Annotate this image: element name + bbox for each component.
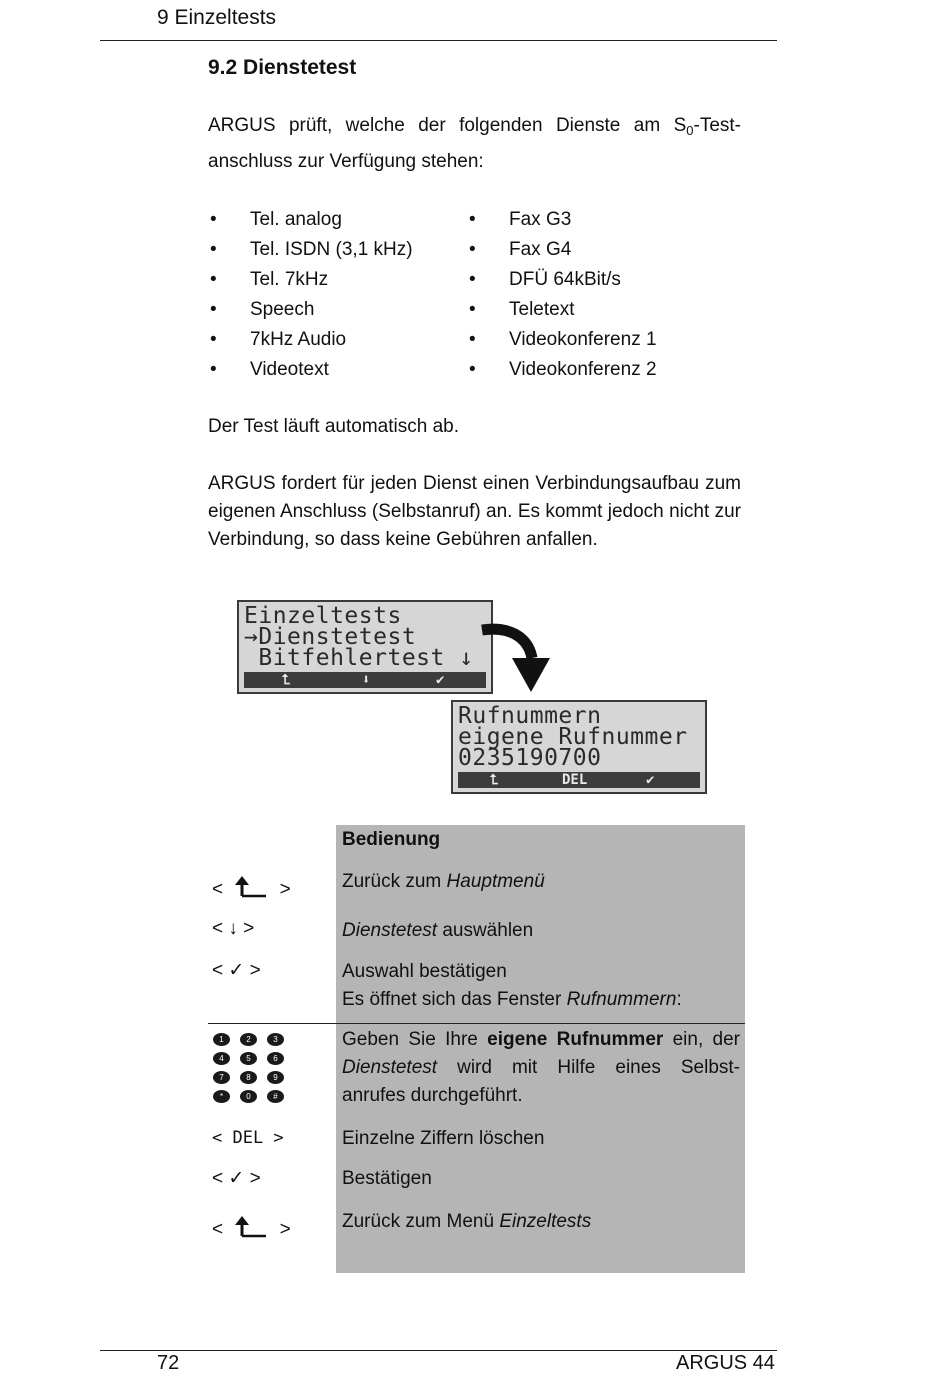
connect-paragraph: ARGUS fordert für jeden Dienst einen Verbindungsaufbau zum eigenen Anschluss (Selbstanruf) an. Es kommt jedoch nicht zur Verbindung, so dass keine Gebühren anfallen. xyxy=(208,473,741,550)
confirm-key[interactable]: < ✓ > xyxy=(212,960,261,981)
keypad-key[interactable]: 2 xyxy=(240,1033,257,1046)
service-label: Videokonferenz 1 xyxy=(509,329,657,350)
list-item xyxy=(210,295,413,325)
intro-line1-pre: ARGUS prüft, welche der folgenden Dienste am S xyxy=(208,115,687,136)
table-divider xyxy=(208,1023,745,1024)
op-text-hauptmenu: Zurück zum Hauptmenü xyxy=(342,871,545,892)
lcd-line: Bitfehlertest ↓ xyxy=(244,645,474,671)
page-number: 72 xyxy=(157,1352,180,1374)
keypad-icon[interactable] xyxy=(213,1033,289,1108)
curved-arrow-icon xyxy=(478,618,554,696)
bullet: • xyxy=(210,359,217,380)
intro-line1-post: -Test- xyxy=(693,115,741,136)
service-label: Fax G4 xyxy=(509,239,572,260)
keypad-key[interactable]: 7 xyxy=(213,1071,230,1084)
keypad-key[interactable]: * xyxy=(213,1090,230,1103)
bullet: • xyxy=(469,269,476,290)
list-item xyxy=(469,325,657,355)
op-text-window: Es öffnet sich das Fenster Rufnummern: xyxy=(342,989,682,1010)
keypad-key[interactable]: 6 xyxy=(267,1052,284,1065)
down-key[interactable]: < ↓ > xyxy=(212,918,255,939)
bullet: • xyxy=(469,329,476,350)
product-name: ARGUS 44 xyxy=(676,1352,775,1374)
keypad-key[interactable]: 5 xyxy=(240,1052,257,1065)
chapter-header: 9 Einzeltests xyxy=(157,6,277,29)
op-text-confirm: Auswahl bestätigen xyxy=(342,961,507,982)
lcd-line: →Dienstetest xyxy=(244,624,417,650)
lcd-line: Einzeltests xyxy=(244,603,402,629)
op-text-einzeltests: Zurück zum Menü Einzeltests xyxy=(342,1211,592,1232)
back-softkey-icon[interactable]: ⮤ xyxy=(490,772,499,788)
confirm-key-2[interactable]: < ✓ > xyxy=(212,1168,261,1189)
auto-test-note: Der Test läuft automatisch ab. xyxy=(208,416,459,437)
list-item xyxy=(210,205,413,235)
down-softkey-icon[interactable]: ⬇ xyxy=(362,672,371,688)
op-text-select: Dienstetest auswählen xyxy=(342,920,534,941)
list-item xyxy=(210,265,413,295)
service-label: Teletext xyxy=(509,299,575,320)
bullet: • xyxy=(210,299,217,320)
service-label: Videokonferenz 2 xyxy=(509,359,657,380)
list-item xyxy=(469,205,657,235)
service-label: Speech xyxy=(250,299,315,320)
list-item xyxy=(469,295,657,325)
op-text-keypad: Geben Sie Ihre eigene Rufnummer ein, der Dienstetest wird mit Hilfe eines Selbst- anrufes durchgeführt. xyxy=(342,1029,741,1106)
keypad-key[interactable]: 9 xyxy=(267,1071,284,1084)
lcd-rufnummern xyxy=(451,700,707,794)
return-arrow-icon xyxy=(234,1216,268,1238)
keypad-key[interactable]: # xyxy=(267,1090,284,1103)
back-softkey-icon[interactable]: ⮤ xyxy=(282,672,291,688)
intro-line2: anschluss zur Verfügung stehen: xyxy=(208,151,484,172)
keypad-key[interactable]: 1 xyxy=(213,1033,230,1046)
lcd-softkey-bar xyxy=(244,672,486,688)
del-key[interactable]: < DEL > xyxy=(212,1128,284,1148)
header-rule xyxy=(100,40,777,41)
bullet: • xyxy=(210,269,217,290)
keypad-key[interactable]: 4 xyxy=(213,1052,230,1065)
services-right-list xyxy=(469,205,657,385)
footer-rule xyxy=(100,1350,777,1351)
section-title: 9.2 Dienstetest xyxy=(208,56,357,79)
lcd-softkey-bar xyxy=(458,772,700,788)
back-key[interactable]: < > xyxy=(212,876,291,901)
lcd-line: eigene Rufnummer xyxy=(458,724,688,750)
service-label: DFÜ 64kBit/s xyxy=(509,269,621,290)
service-label: 7kHz Audio xyxy=(250,329,347,350)
list-item xyxy=(210,325,413,355)
service-label: Fax G3 xyxy=(509,209,572,230)
bullet: • xyxy=(469,209,476,230)
list-item xyxy=(469,265,657,295)
return-arrow-icon xyxy=(234,876,268,898)
list-item xyxy=(469,355,657,385)
back-key-2[interactable]: < > xyxy=(212,1216,291,1241)
list-item xyxy=(210,235,413,265)
bullet: • xyxy=(210,209,217,230)
lcd-line: 0235190700 xyxy=(458,745,602,771)
operation-heading: Bedienung xyxy=(342,829,441,850)
intro-line1-sub: 0 xyxy=(686,123,694,138)
bullet: • xyxy=(210,239,217,260)
op-text-delete: Einzelne Ziffern löschen xyxy=(342,1128,545,1149)
bullet: • xyxy=(210,329,217,350)
list-item xyxy=(210,355,413,385)
list-item xyxy=(469,235,657,265)
service-label: Tel. ISDN (3,1 kHz) xyxy=(250,239,413,260)
service-label: Videotext xyxy=(250,359,329,380)
bullet: • xyxy=(469,359,476,380)
services-left-list xyxy=(210,205,413,385)
keypad-key[interactable]: 3 xyxy=(267,1033,284,1046)
service-label: Tel. 7kHz xyxy=(250,269,329,290)
keypad-key[interactable]: 8 xyxy=(240,1071,257,1084)
service-label: Tel. analog xyxy=(250,209,342,230)
lcd-line: Rufnummern xyxy=(458,703,602,729)
keypad-key[interactable]: 0 xyxy=(240,1090,257,1103)
intro-paragraph xyxy=(208,112,741,176)
op-text-confirm-2: Bestätigen xyxy=(342,1168,432,1189)
check-softkey-icon[interactable]: ✔ xyxy=(646,772,655,788)
lcd-einzeltests xyxy=(237,600,493,694)
del-softkey[interactable]: DEL xyxy=(562,772,588,788)
check-softkey-icon[interactable]: ✔ xyxy=(436,672,445,688)
bullet: • xyxy=(469,239,476,260)
bullet: • xyxy=(469,299,476,320)
